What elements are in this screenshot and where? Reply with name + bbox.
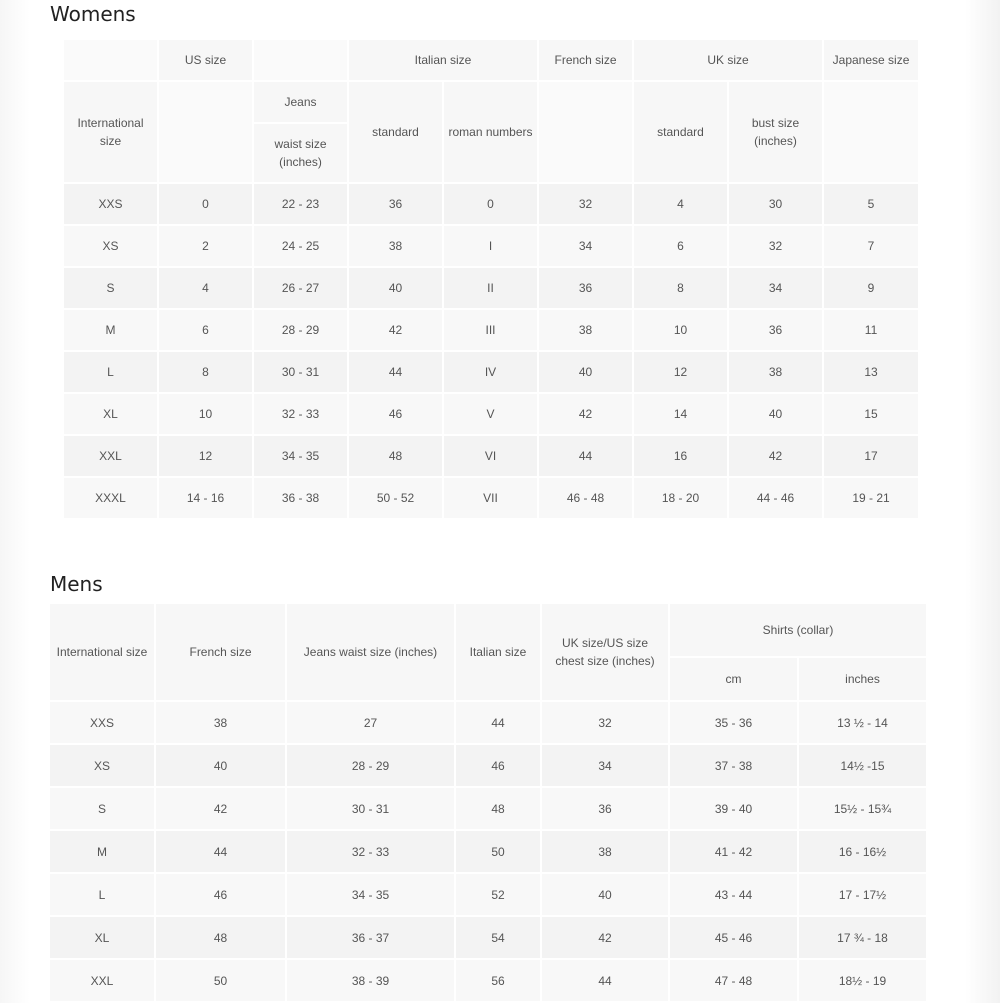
table-cell: XXL <box>49 959 155 1002</box>
womens-header-corner <box>63 39 158 81</box>
table-cell: 26 - 27 <box>253 267 348 309</box>
table-cell: 13 ½ - 14 <box>798 701 927 744</box>
table-cell: 46 - 48 <box>538 477 633 519</box>
table-cell: 34 - 35 <box>286 873 455 916</box>
table-cell: 32 <box>538 183 633 225</box>
table-cell: 18 - 20 <box>633 477 728 519</box>
table-cell: 38 <box>155 701 286 744</box>
table-row <box>63 309 919 351</box>
table-row <box>63 393 919 435</box>
table-cell: M <box>63 309 158 351</box>
table-cell: 42 <box>348 309 443 351</box>
womens-header-us-size: US size <box>158 39 253 81</box>
womens-header-italian-standard: standard <box>348 81 443 183</box>
womens-header-french-size: French size <box>538 39 633 81</box>
table-cell: XL <box>49 916 155 959</box>
table-cell: XS <box>49 744 155 787</box>
womens-header-uk-standard: standard <box>633 81 728 183</box>
table-cell: 34 <box>541 744 669 787</box>
table-cell: 44 <box>541 959 669 1002</box>
table-cell: VI <box>443 435 538 477</box>
table-cell: 45 - 46 <box>669 916 798 959</box>
table-cell: 32 - 33 <box>286 830 455 873</box>
table-row <box>49 701 927 744</box>
table-cell: 38 <box>728 351 823 393</box>
mens-header-italian-size: Italian size <box>455 603 541 701</box>
table-cell: S <box>63 267 158 309</box>
mens-header-jeans-waist: Jeans waist size (inches) <box>286 603 455 701</box>
table-cell: 4 <box>158 267 253 309</box>
table-cell: 0 <box>443 183 538 225</box>
table-cell: 8 <box>158 351 253 393</box>
table-cell: 46 <box>348 393 443 435</box>
table-cell: 44 - 46 <box>728 477 823 519</box>
table-cell: 17 - 17½ <box>798 873 927 916</box>
table-row <box>63 267 919 309</box>
womens-subheader-us-blank <box>158 81 253 183</box>
table-cell: 50 <box>455 830 541 873</box>
table-cell: 9 <box>823 267 919 309</box>
table-cell: 38 - 39 <box>286 959 455 1002</box>
table-row <box>63 183 919 225</box>
table-cell: 40 <box>155 744 286 787</box>
table-cell: 28 - 29 <box>286 744 455 787</box>
table-cell: 11 <box>823 309 919 351</box>
table-cell: 42 <box>155 787 286 830</box>
table-cell: 0 <box>158 183 253 225</box>
mens-header-inches: inches <box>798 657 927 701</box>
table-cell: 14 <box>633 393 728 435</box>
table-cell: 34 <box>538 225 633 267</box>
table-cell: XXXL <box>63 477 158 519</box>
womens-subheader-row <box>63 81 919 123</box>
table-cell: 14 - 16 <box>158 477 253 519</box>
table-cell: 7 <box>823 225 919 267</box>
table-row <box>49 916 927 959</box>
table-cell: 44 <box>348 351 443 393</box>
mens-header-shirts-collar: Shirts (collar) <box>669 603 927 657</box>
womens-subheader-japanese-blank <box>823 81 919 183</box>
table-cell: 40 <box>541 873 669 916</box>
table-cell: 13 <box>823 351 919 393</box>
mens-header-french-size: French size <box>155 603 286 701</box>
womens-header-uk-size: UK size <box>633 39 823 81</box>
womens-header-waist-size: waist size (inches) <box>253 123 348 183</box>
table-cell: XXS <box>63 183 158 225</box>
table-cell: L <box>63 351 158 393</box>
table-cell: 30 <box>728 183 823 225</box>
table-cell: 36 <box>348 183 443 225</box>
table-cell: 12 <box>158 435 253 477</box>
table-cell: 38 <box>538 309 633 351</box>
womens-header-bust-size: bust size (inches) <box>728 81 823 183</box>
table-cell: 10 <box>633 309 728 351</box>
mens-header-international-size: International size <box>49 603 155 701</box>
table-cell: 38 <box>541 830 669 873</box>
womens-size-table <box>62 38 920 520</box>
table-row <box>63 477 919 519</box>
table-cell: 48 <box>155 916 286 959</box>
table-cell: 39 - 40 <box>669 787 798 830</box>
table-row <box>49 959 927 1002</box>
mens-section-title: Mens <box>50 572 103 596</box>
table-cell: 47 - 48 <box>669 959 798 1002</box>
table-cell: 38 <box>348 225 443 267</box>
table-cell: 32 <box>728 225 823 267</box>
table-cell: 15 <box>823 393 919 435</box>
womens-header-italian-size: Italian size <box>348 39 538 81</box>
table-cell: 14½ -15 <box>798 744 927 787</box>
table-cell: IV <box>443 351 538 393</box>
mens-header-cm: cm <box>669 657 798 701</box>
table-cell: 34 <box>728 267 823 309</box>
table-cell: 36 <box>728 309 823 351</box>
mens-size-table <box>48 602 928 1003</box>
table-cell: 28 - 29 <box>253 309 348 351</box>
table-cell: 30 - 31 <box>253 351 348 393</box>
table-row <box>49 744 927 787</box>
table-cell: III <box>443 309 538 351</box>
table-cell: 36 - 37 <box>286 916 455 959</box>
table-cell: 44 <box>155 830 286 873</box>
table-cell: 40 <box>538 351 633 393</box>
table-cell: 16 - 16½ <box>798 830 927 873</box>
table-cell: 17 <box>823 435 919 477</box>
table-cell: 12 <box>633 351 728 393</box>
mens-header-uk-us-size: UK size/US size chest size (inches) <box>541 603 669 701</box>
table-cell: L <box>49 873 155 916</box>
womens-subheader-french-blank <box>538 81 633 183</box>
table-cell: XS <box>63 225 158 267</box>
table-cell: VII <box>443 477 538 519</box>
table-row <box>63 351 919 393</box>
table-cell: M <box>49 830 155 873</box>
womens-header-jeans-blank <box>253 39 348 81</box>
table-cell: 16 <box>633 435 728 477</box>
table-cell: XL <box>63 393 158 435</box>
table-cell: S <box>49 787 155 830</box>
table-cell: 42 <box>538 393 633 435</box>
table-cell: XXL <box>63 435 158 477</box>
table-cell: 27 <box>286 701 455 744</box>
table-cell: 17 ¾ - 18 <box>798 916 927 959</box>
table-cell: 22 - 23 <box>253 183 348 225</box>
womens-header-japanese-size: Japanese size <box>823 39 919 81</box>
table-cell: 18½ - 19 <box>798 959 927 1002</box>
table-cell: 36 - 38 <box>253 477 348 519</box>
table-cell: 40 <box>348 267 443 309</box>
table-cell: 30 - 31 <box>286 787 455 830</box>
womens-header-row <box>63 39 919 81</box>
table-row <box>63 435 919 477</box>
mens-header-row <box>49 603 927 657</box>
table-cell: 6 <box>633 225 728 267</box>
table-cell: 44 <box>455 701 541 744</box>
table-cell: 36 <box>538 267 633 309</box>
womens-header-roman-numbers: roman numbers <box>443 81 538 183</box>
table-cell: 2 <box>158 225 253 267</box>
table-cell: 24 - 25 <box>253 225 348 267</box>
table-cell: XXS <box>49 701 155 744</box>
table-cell: 34 - 35 <box>253 435 348 477</box>
table-cell: 37 - 38 <box>669 744 798 787</box>
table-cell: 6 <box>158 309 253 351</box>
table-cell: 19 - 21 <box>823 477 919 519</box>
table-cell: 42 <box>541 916 669 959</box>
table-cell: 35 - 36 <box>669 701 798 744</box>
table-cell: 36 <box>541 787 669 830</box>
table-cell: 52 <box>455 873 541 916</box>
table-cell: 41 - 42 <box>669 830 798 873</box>
table-cell: 8 <box>633 267 728 309</box>
table-cell: 54 <box>455 916 541 959</box>
table-cell: 44 <box>538 435 633 477</box>
table-cell: 48 <box>455 787 541 830</box>
womens-section-title: Womens <box>50 2 136 26</box>
table-cell: 32 <box>541 701 669 744</box>
womens-header-jeans: Jeans <box>253 81 348 123</box>
table-cell: 50 - 52 <box>348 477 443 519</box>
table-cell: 42 <box>728 435 823 477</box>
table-cell: 15½ - 15¾ <box>798 787 927 830</box>
table-cell: 4 <box>633 183 728 225</box>
womens-header-international-size: International size <box>63 81 158 183</box>
table-cell: 48 <box>348 435 443 477</box>
table-cell: I <box>443 225 538 267</box>
table-cell: V <box>443 393 538 435</box>
table-row <box>49 787 927 830</box>
table-cell: 43 - 44 <box>669 873 798 916</box>
table-cell: II <box>443 267 538 309</box>
table-cell: 5 <box>823 183 919 225</box>
table-cell: 46 <box>455 744 541 787</box>
table-cell: 56 <box>455 959 541 1002</box>
table-row <box>49 830 927 873</box>
table-row <box>49 873 927 916</box>
table-cell: 32 - 33 <box>253 393 348 435</box>
table-cell: 46 <box>155 873 286 916</box>
table-cell: 50 <box>155 959 286 1002</box>
table-cell: 40 <box>728 393 823 435</box>
table-row <box>63 225 919 267</box>
table-cell: 10 <box>158 393 253 435</box>
